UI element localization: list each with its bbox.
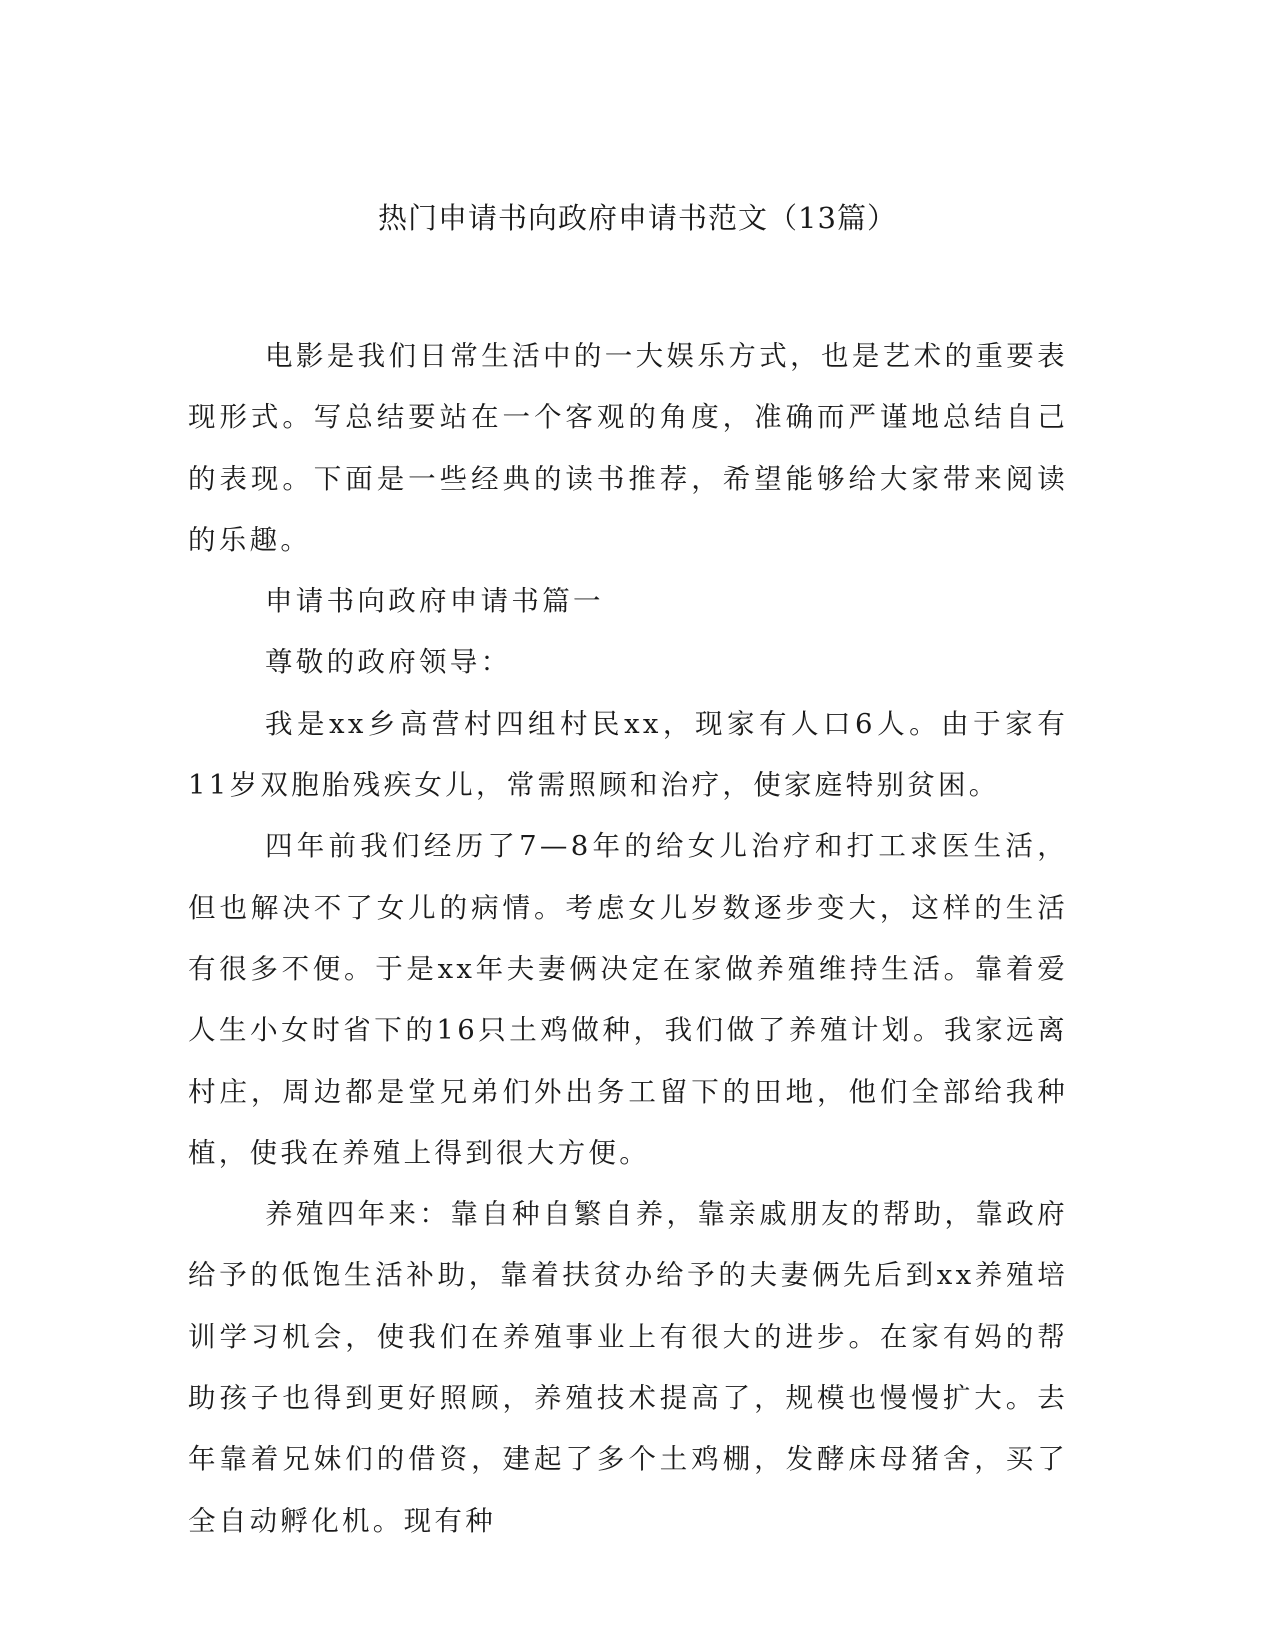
body-paragraph: 四年前我们经历了7—8年的给女儿治疗和打工求医生活，但也解决不了女儿的病情。考虑女儿岁数逐步变大，这样的生活有很多不便。于是xx年夫妻俩决定在家做养殖维持生活。靠着爱人生小女时省下的16只土鸡做种，我们做了养殖计划。我家远离村庄，周边都是堂兄弟们外出务工留下的田地，他们全部给我种植，使我在养殖上得到很大方便。 [188, 830, 1068, 1169]
document-body [188, 326, 1068, 1552]
body-paragraph: 我是xx乡高营村四组村民xx，现家有人口6人。由于家有11岁双胞胎残疾女儿，常需照顾和治疗，使家庭特别贫困。 [188, 707, 1068, 802]
section-heading: 申请书向政府申请书篇一 [265, 585, 604, 618]
body-paragraph: 养殖四年来：靠自种自繁自养，靠亲戚朋友的帮助，靠政府给予的低饱生活补助，靠着扶贫办给予的夫妻俩先后到xx养殖培训学习机会，使我们在养殖事业上有很大的进步。在家有妈的帮助孩子也得到更好照顾，养殖技术提高了，规模也慢慢扩大。去年靠着兄妹们的借资，建起了多个土鸡棚，发酵床母猪舍，买了全自动孵化机。现有种 [188, 1198, 1068, 1537]
intro-paragraph: 电影是我们日常生活中的一大娱乐方式，也是艺术的重要表现形式。写总结要站在一个客观的角度，准确而严谨地总结自己的表现。下面是一些经典的读书推荐，希望能够给大家带来阅读的乐趣。 [188, 340, 1068, 556]
document-title: 热门申请书向政府申请书范文（13篇） [378, 201, 897, 235]
salutation: 尊敬的政府领导： [265, 646, 512, 679]
